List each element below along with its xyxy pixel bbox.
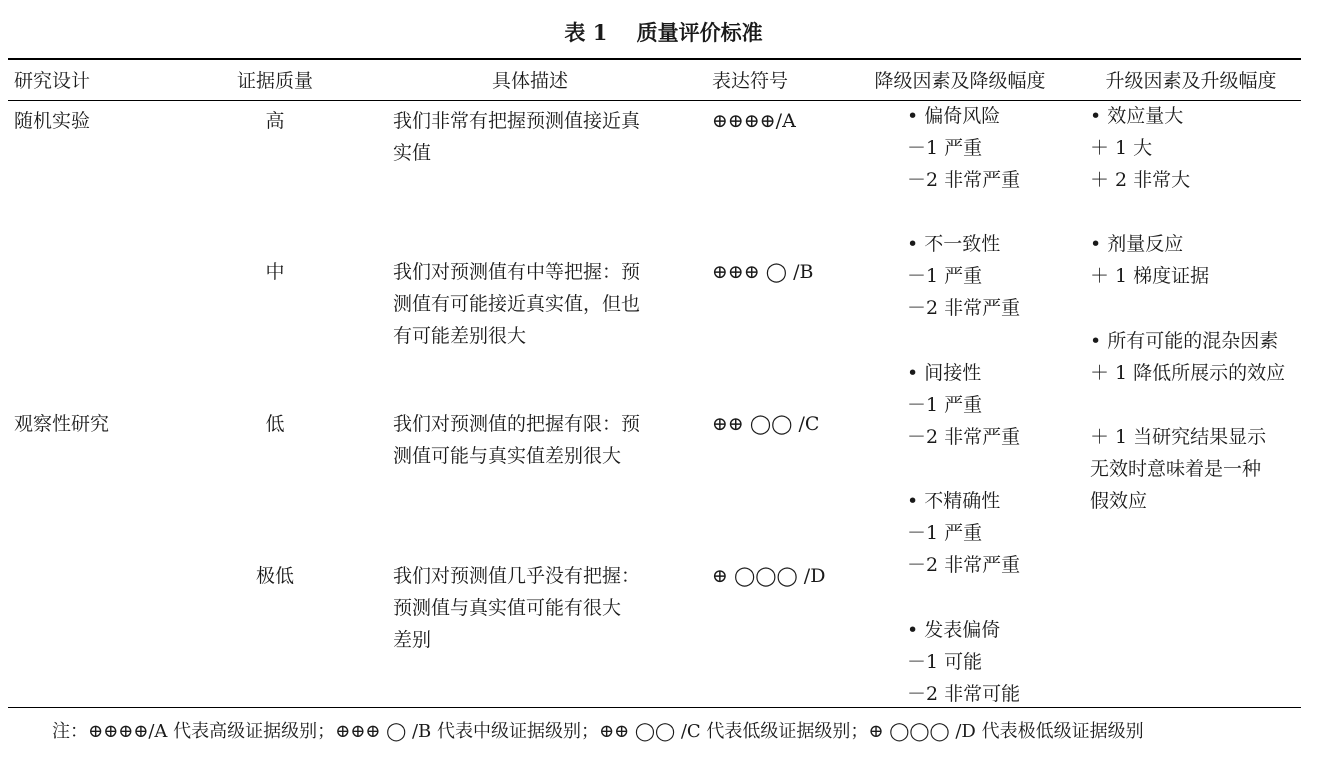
header-downgrade: 降级因素及降级幅度 <box>874 70 1046 92</box>
design-observational: 观察性研究 <box>14 413 110 435</box>
downgrade-publication-bias <box>907 614 1020 710</box>
description-line: 我们对预测值几乎没有把握： <box>393 565 641 587</box>
upgrade-line: ＋ 1 当研究结果显示 <box>1090 426 1267 448</box>
description-line: 测值可能与真实值差别很大 <box>393 445 622 467</box>
factor-item: －2 非常可能 <box>907 683 1021 705</box>
upgrade-line: 假效应 <box>1090 490 1148 512</box>
upgrade-line: ＋ 1 降低所展示的效应 <box>1090 362 1286 384</box>
upgrade-spurious-effect <box>1090 421 1266 517</box>
factor-name: • 间接性 <box>907 362 982 384</box>
quality-very-low: 极低 <box>255 565 294 587</box>
quality-low: 低 <box>265 413 285 435</box>
factor-item: －2 非常严重 <box>907 554 1021 576</box>
description-high <box>393 105 640 169</box>
header-upgrade: 升级因素及升级幅度 <box>1105 70 1277 92</box>
factor-item: －2 非常严重 <box>907 297 1021 319</box>
factor-name: • 偏倚风险 <box>907 105 1001 127</box>
upgrade-line: • 效应量大 <box>1090 105 1184 127</box>
design-rct: 随机实验 <box>14 110 91 132</box>
description-low <box>393 408 640 472</box>
upgrade-line: • 所有可能的混杂因素 <box>1090 330 1279 352</box>
upgrade-line: ＋ 1 大 <box>1090 137 1153 159</box>
downgrade-indirectness <box>907 357 1020 453</box>
factor-name: • 不一致性 <box>907 233 1001 255</box>
upgrade-line: ＋ 1 梯度证据 <box>1090 265 1210 287</box>
downgrade-risk-of-bias <box>907 100 1020 196</box>
header-design: 研究设计 <box>14 70 91 92</box>
upgrade-dose-response <box>1090 228 1209 292</box>
description-line: 我们非常有把握预测值接近真 <box>393 110 641 132</box>
downgrade-imprecision <box>907 485 1020 581</box>
description-line: 实值 <box>393 142 432 164</box>
upgrade-line: • 剂量反应 <box>1090 233 1184 255</box>
header-description: 具体描述 <box>491 70 568 92</box>
factor-item: －1 严重 <box>907 137 983 159</box>
description-line: 有可能差别很大 <box>393 325 527 347</box>
factor-item: －1 严重 <box>907 522 983 544</box>
description-line: 测值有可能接近真实值，但也 <box>393 293 641 315</box>
table-title: 表 1 质量评价标准 <box>564 20 763 45</box>
table-note: 注：⊕⊕⊕⊕/A 代表高级证据级别；⊕⊕⊕ ◯ /B 代表中级证据级别；⊕⊕ ◯◯ /C 代表低级证据级别；⊕ ◯◯◯ /D 代表极低级证据级别 <box>52 721 1144 742</box>
header-symbol: 表达符号 <box>711 70 788 92</box>
factor-item: －1 严重 <box>907 265 983 287</box>
quality-moderate: 中 <box>265 261 285 283</box>
upgrade-line: ＋ 2 非常大 <box>1090 169 1191 191</box>
bottom-rule <box>8 707 1301 708</box>
description-moderate <box>393 256 640 352</box>
header-quality: 证据质量 <box>236 70 313 92</box>
symbol-low: ⊕⊕ ◯◯ /C <box>712 413 820 435</box>
quality-high: 高 <box>265 110 285 132</box>
factor-name: • 发表偏倚 <box>907 619 1001 641</box>
symbol-very-low: ⊕ ◯◯◯ /D <box>712 565 826 587</box>
upgrade-line: 无效时意味着是一种 <box>1090 458 1262 480</box>
description-line: 我们对预测值的把握有限：预 <box>393 413 641 435</box>
upgrade-large-effect <box>1090 100 1190 196</box>
description-very-low <box>393 560 640 656</box>
factor-item: －2 非常严重 <box>907 426 1021 448</box>
symbol-high: ⊕⊕⊕⊕/A <box>712 110 796 132</box>
upgrade-confounding <box>1090 325 1285 389</box>
symbol-moderate: ⊕⊕⊕ ◯ /B <box>712 261 814 283</box>
downgrade-inconsistency <box>907 228 1020 324</box>
factor-item: －1 可能 <box>907 651 983 673</box>
description-line: 我们对预测值有中等把握：预 <box>393 261 641 283</box>
factor-item: －1 严重 <box>907 394 983 416</box>
description-line: 预测值与真实值可能有很大 <box>393 597 622 619</box>
factor-name: • 不精确性 <box>907 490 1001 512</box>
top-rule <box>8 58 1301 60</box>
description-line: 差别 <box>393 629 432 651</box>
factor-item: －2 非常严重 <box>907 169 1021 191</box>
